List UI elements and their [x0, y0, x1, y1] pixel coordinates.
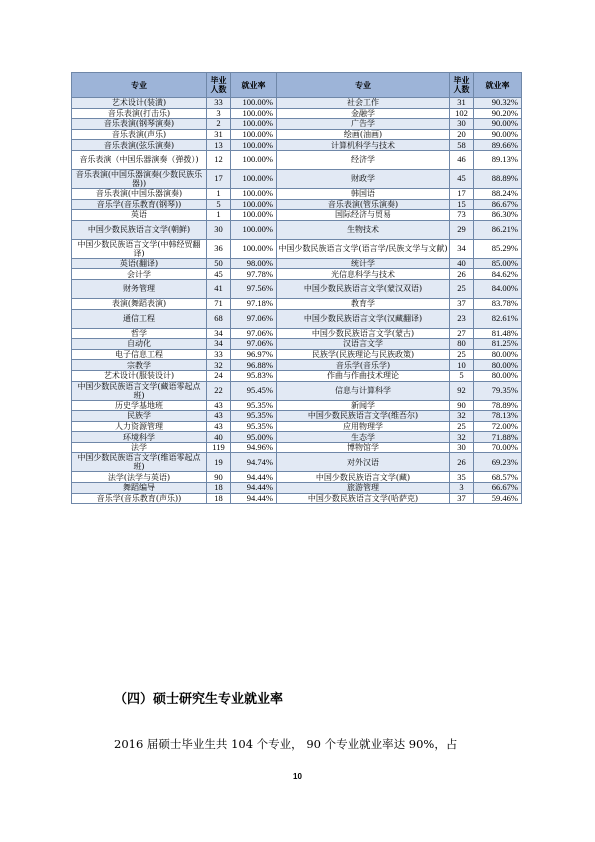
- cell-major-left: 环境科学: [72, 432, 207, 443]
- cell-rate-left: 95.83%: [231, 370, 277, 381]
- cell-rate-left: 95.35%: [231, 411, 277, 422]
- cell-rate-left: 96.88%: [231, 360, 277, 371]
- cell-rate-right: 86.21%: [474, 220, 522, 239]
- cell-graduates-right: 30: [450, 119, 474, 130]
- cell-graduates-right: 10: [450, 360, 474, 371]
- cell-graduates-right: 23: [450, 309, 474, 328]
- cell-rate-left: 100.00%: [231, 150, 277, 169]
- cell-graduates-left: 36: [207, 239, 231, 258]
- cell-graduates-left: 24: [207, 370, 231, 381]
- table-row: [72, 150, 522, 169]
- table-header-row: [72, 73, 522, 98]
- table-row: [72, 370, 522, 381]
- cell-graduates-right: 32: [450, 432, 474, 443]
- cell-rate-left: 100.00%: [231, 108, 277, 119]
- cell-rate-left: 100.00%: [231, 169, 277, 188]
- cell-graduates-right: 26: [450, 453, 474, 472]
- cell-rate-right: 80.00%: [474, 370, 522, 381]
- cell-major-left: 表演(舞蹈表演): [72, 298, 207, 309]
- cell-major-left: 自动化: [72, 339, 207, 350]
- cell-major-right: 中国少数民族语言文学(语言学/民族文学与文献): [277, 239, 450, 258]
- table-row: [72, 98, 522, 109]
- cell-rate-left: 94.96%: [231, 442, 277, 453]
- cell-graduates-left: 30: [207, 220, 231, 239]
- cell-major-left: 英语: [72, 210, 207, 221]
- header-major-left: 专业: [72, 73, 207, 98]
- cell-major-left: 音乐表演(钢琴演奏): [72, 119, 207, 130]
- cell-major-left: 中国少数民族语言文学(中韩经贸翻译): [72, 239, 207, 258]
- cell-major-right: 中国少数民族语言文学(蒙古): [277, 328, 450, 339]
- cell-major-left: 法学(法学与英语): [72, 472, 207, 483]
- cell-rate-right: 85.29%: [474, 239, 522, 258]
- cell-major-right: 社会工作: [277, 98, 450, 109]
- cell-major-right: 中国少数民族语言文学(汉藏翻译): [277, 309, 450, 328]
- cell-major-left: 电子信息工程: [72, 349, 207, 360]
- employment-rate-table: [71, 72, 522, 504]
- cell-graduates-right: 32: [450, 411, 474, 422]
- cell-major-left: 财务管理: [72, 279, 207, 298]
- table-row: [72, 493, 522, 504]
- cell-rate-right: 85.00%: [474, 258, 522, 269]
- cell-graduates-left: 1: [207, 188, 231, 199]
- table-row: [72, 328, 522, 339]
- cell-major-left: 音乐表演（中国乐器演奏（弹拨）): [72, 150, 207, 169]
- cell-major-right: 音乐表演(管乐演奏): [277, 199, 450, 210]
- cell-graduates-left: 41: [207, 279, 231, 298]
- table-row: [72, 269, 522, 280]
- cell-major-left: 宗教学: [72, 360, 207, 371]
- cell-graduates-right: 31: [450, 98, 474, 109]
- cell-major-right: 中国少数民族语言文学(藏): [277, 472, 450, 483]
- cell-graduates-right: 15: [450, 199, 474, 210]
- section-heading: （四）硕士研究生专业就业率: [114, 692, 284, 707]
- cell-graduates-left: 1: [207, 210, 231, 221]
- cell-graduates-right: 26: [450, 269, 474, 280]
- cell-major-right: 民族学(民族理论与民族政策): [277, 349, 450, 360]
- cell-major-right: 作曲与作曲技术理论: [277, 370, 450, 381]
- cell-rate-right: 89.66%: [474, 140, 522, 151]
- cell-rate-right: 90.20%: [474, 108, 522, 119]
- cell-rate-right: 84.00%: [474, 279, 522, 298]
- cell-rate-right: 81.48%: [474, 328, 522, 339]
- cell-graduates-left: 2: [207, 119, 231, 130]
- cell-graduates-right: 80: [450, 339, 474, 350]
- cell-rate-right: 80.00%: [474, 349, 522, 360]
- cell-rate-right: 86.67%: [474, 199, 522, 210]
- cell-major-right: 汉语言文学: [277, 339, 450, 350]
- cell-rate-left: 94.44%: [231, 472, 277, 483]
- cell-rate-left: 94.44%: [231, 483, 277, 494]
- header-rate-left: 就业率: [231, 73, 277, 98]
- cell-graduates-left: 34: [207, 339, 231, 350]
- table-row: [72, 400, 522, 411]
- cell-rate-right: 68.57%: [474, 472, 522, 483]
- table-body: [72, 98, 522, 504]
- cell-major-left: 会计学: [72, 269, 207, 280]
- cell-major-right: 应用物理学: [277, 421, 450, 432]
- cell-graduates-right: 5: [450, 370, 474, 381]
- cell-graduates-right: 17: [450, 188, 474, 199]
- cell-rate-left: 98.00%: [231, 258, 277, 269]
- cell-major-right: 中国少数民族语言文学(蒙汉双语): [277, 279, 450, 298]
- table-row: [72, 453, 522, 472]
- cell-major-right: 信息与计算科学: [277, 381, 450, 400]
- cell-rate-left: 100.00%: [231, 188, 277, 199]
- cell-major-right: 博物馆学: [277, 442, 450, 453]
- table-row: [72, 279, 522, 298]
- table-row: [72, 169, 522, 188]
- table-row: [72, 472, 522, 483]
- cell-graduates-right: 29: [450, 220, 474, 239]
- table-row: [72, 360, 522, 371]
- table-row: [72, 298, 522, 309]
- cell-major-left: 音乐表演(中国乐器演奏): [72, 188, 207, 199]
- cell-rate-right: 82.61%: [474, 309, 522, 328]
- table-row: [72, 349, 522, 360]
- cell-rate-left: 100.00%: [231, 119, 277, 130]
- cell-rate-left: 97.18%: [231, 298, 277, 309]
- cell-graduates-right: 34: [450, 239, 474, 258]
- table-row: [72, 421, 522, 432]
- cell-rate-right: 72.00%: [474, 421, 522, 432]
- cell-major-right: 生物技术: [277, 220, 450, 239]
- cell-major-left: 音乐表演(中国乐器演奏(少数民族乐器)): [72, 169, 207, 188]
- cell-graduates-left: 33: [207, 98, 231, 109]
- cell-graduates-right: 90: [450, 400, 474, 411]
- cell-major-left: 哲学: [72, 328, 207, 339]
- cell-graduates-right: 25: [450, 279, 474, 298]
- cell-graduates-left: 119: [207, 442, 231, 453]
- table-row: [72, 210, 522, 221]
- table-row: [72, 188, 522, 199]
- cell-rate-left: 95.35%: [231, 400, 277, 411]
- cell-graduates-left: 68: [207, 309, 231, 328]
- cell-rate-right: 88.89%: [474, 169, 522, 188]
- cell-graduates-right: 73: [450, 210, 474, 221]
- cell-rate-left: 95.00%: [231, 432, 277, 443]
- cell-rate-left: 94.44%: [231, 493, 277, 504]
- cell-graduates-right: 25: [450, 421, 474, 432]
- cell-graduates-left: 43: [207, 411, 231, 422]
- cell-rate-right: 89.13%: [474, 150, 522, 169]
- cell-rate-right: 79.35%: [474, 381, 522, 400]
- cell-major-left: 艺术设计(装潢): [72, 98, 207, 109]
- cell-rate-left: 94.74%: [231, 453, 277, 472]
- cell-rate-left: 97.06%: [231, 328, 277, 339]
- cell-major-left: 历史学基地班: [72, 400, 207, 411]
- cell-major-right: 新闻学: [277, 400, 450, 411]
- cell-graduates-left: 19: [207, 453, 231, 472]
- cell-rate-left: 100.00%: [231, 98, 277, 109]
- cell-graduates-right: 25: [450, 349, 474, 360]
- table-row: [72, 339, 522, 350]
- cell-major-left: 音乐表演(声乐): [72, 129, 207, 140]
- cell-graduates-left: 34: [207, 328, 231, 339]
- cell-rate-right: 84.62%: [474, 269, 522, 280]
- cell-graduates-right: 35: [450, 472, 474, 483]
- cell-rate-right: 59.46%: [474, 493, 522, 504]
- table-row: [72, 199, 522, 210]
- table-row: [72, 119, 522, 130]
- header-graduates-right: 毕业人数: [450, 73, 474, 98]
- cell-major-left: 中国少数民族语言文学(维语零起点班): [72, 453, 207, 472]
- cell-graduates-left: 18: [207, 483, 231, 494]
- cell-rate-left: 95.35%: [231, 421, 277, 432]
- table-row: [72, 258, 522, 269]
- cell-rate-left: 100.00%: [231, 140, 277, 151]
- cell-major-right: 光信息科学与技术: [277, 269, 450, 280]
- cell-rate-right: 78.13%: [474, 411, 522, 422]
- cell-major-left: 通信工程: [72, 309, 207, 328]
- cell-graduates-right: 102: [450, 108, 474, 119]
- cell-graduates-right: 45: [450, 169, 474, 188]
- cell-major-right: 音乐学(音乐学): [277, 360, 450, 371]
- cell-major-right: 韩国语: [277, 188, 450, 199]
- cell-major-left: 舞蹈编导: [72, 483, 207, 494]
- cell-rate-right: 71.88%: [474, 432, 522, 443]
- cell-graduates-left: 50: [207, 258, 231, 269]
- cell-major-left: 法学: [72, 442, 207, 453]
- cell-major-left: 民族学: [72, 411, 207, 422]
- cell-major-left: 英语(翻译): [72, 258, 207, 269]
- cell-graduates-right: 3: [450, 483, 474, 494]
- cell-graduates-right: 37: [450, 298, 474, 309]
- cell-graduates-right: 46: [450, 150, 474, 169]
- cell-graduates-left: 32: [207, 360, 231, 371]
- cell-major-right: 绘画(油画): [277, 129, 450, 140]
- cell-graduates-left: 3: [207, 108, 231, 119]
- cell-major-left: 人力资源管理: [72, 421, 207, 432]
- cell-major-left: 中国少数民族语言文学(藏语零起点班): [72, 381, 207, 400]
- table-row: [72, 129, 522, 140]
- cell-rate-right: 78.89%: [474, 400, 522, 411]
- cell-graduates-right: 20: [450, 129, 474, 140]
- cell-graduates-right: 40: [450, 258, 474, 269]
- cell-graduates-right: 58: [450, 140, 474, 151]
- cell-graduates-left: 12: [207, 150, 231, 169]
- table-row: [72, 140, 522, 151]
- cell-rate-left: 97.06%: [231, 339, 277, 350]
- cell-graduates-left: 5: [207, 199, 231, 210]
- cell-rate-right: 69.23%: [474, 453, 522, 472]
- cell-graduates-right: 92: [450, 381, 474, 400]
- cell-rate-left: 100.00%: [231, 210, 277, 221]
- table-row: [72, 442, 522, 453]
- table-row: [72, 108, 522, 119]
- cell-graduates-left: 22: [207, 381, 231, 400]
- table-row: [72, 432, 522, 443]
- cell-rate-right: 88.24%: [474, 188, 522, 199]
- cell-major-right: 对外汉语: [277, 453, 450, 472]
- cell-rate-left: 97.06%: [231, 309, 277, 328]
- cell-major-right: 经济学: [277, 150, 450, 169]
- cell-rate-left: 96.97%: [231, 349, 277, 360]
- cell-major-left: 音乐表演(弦乐演奏): [72, 140, 207, 151]
- table-row: [72, 483, 522, 494]
- cell-major-right: 计算机科学与技术: [277, 140, 450, 151]
- cell-major-right: 旅游管理: [277, 483, 450, 494]
- cell-rate-left: 97.78%: [231, 269, 277, 280]
- cell-graduates-left: 31: [207, 129, 231, 140]
- cell-rate-right: 80.00%: [474, 360, 522, 371]
- cell-rate-right: 90.32%: [474, 98, 522, 109]
- cell-graduates-left: 13: [207, 140, 231, 151]
- cell-graduates-left: 40: [207, 432, 231, 443]
- cell-major-left: 艺术设计(服装设计): [72, 370, 207, 381]
- table-row: [72, 239, 522, 258]
- cell-major-right: 教育学: [277, 298, 450, 309]
- cell-major-right: 生态学: [277, 432, 450, 443]
- cell-major-left: 音乐表演(打击乐): [72, 108, 207, 119]
- cell-graduates-left: 90: [207, 472, 231, 483]
- cell-major-right: 中国少数民族语言文学(维吾尔): [277, 411, 450, 422]
- cell-rate-right: 70.00%: [474, 442, 522, 453]
- cell-graduates-left: 17: [207, 169, 231, 188]
- cell-rate-left: 100.00%: [231, 129, 277, 140]
- cell-rate-left: 100.00%: [231, 199, 277, 210]
- cell-rate-right: 66.67%: [474, 483, 522, 494]
- header-graduates-left: 毕业人数: [207, 73, 231, 98]
- cell-graduates-right: 37: [450, 493, 474, 504]
- cell-rate-left: 100.00%: [231, 220, 277, 239]
- cell-rate-left: 100.00%: [231, 239, 277, 258]
- body-paragraph: 2016 届硕士毕业生共 104 个专业， 90 个专业就业率达 90%，占: [114, 737, 458, 751]
- cell-graduates-right: 27: [450, 328, 474, 339]
- cell-rate-right: 90.00%: [474, 129, 522, 140]
- cell-graduates-left: 43: [207, 421, 231, 432]
- page-number: 10: [293, 772, 302, 781]
- cell-major-left: 中国少数民族语言文学(朝鲜): [72, 220, 207, 239]
- cell-graduates-left: 43: [207, 400, 231, 411]
- table-row: [72, 309, 522, 328]
- table-row: [72, 411, 522, 422]
- cell-rate-right: 90.00%: [474, 119, 522, 130]
- cell-major-right: 国际经济与贸易: [277, 210, 450, 221]
- header-major-right: 专业: [277, 73, 450, 98]
- cell-graduates-left: 33: [207, 349, 231, 360]
- cell-major-right: 财政学: [277, 169, 450, 188]
- cell-graduates-left: 45: [207, 269, 231, 280]
- cell-rate-right: 83.78%: [474, 298, 522, 309]
- cell-rate-right: 86.30%: [474, 210, 522, 221]
- cell-major-right: 统计学: [277, 258, 450, 269]
- cell-major-right: 金融学: [277, 108, 450, 119]
- cell-rate-left: 95.45%: [231, 381, 277, 400]
- table-row: [72, 220, 522, 239]
- cell-major-right: 中国少数民族语言文学(哈萨克): [277, 493, 450, 504]
- header-rate-right: 就业率: [474, 73, 522, 98]
- cell-major-left: 音乐学(音乐教育(钢琴)): [72, 199, 207, 210]
- cell-major-right: 广告学: [277, 119, 450, 130]
- cell-graduates-left: 71: [207, 298, 231, 309]
- cell-major-left: 音乐学(音乐教育(声乐)): [72, 493, 207, 504]
- cell-rate-left: 97.56%: [231, 279, 277, 298]
- cell-rate-right: 81.25%: [474, 339, 522, 350]
- cell-graduates-right: 30: [450, 442, 474, 453]
- cell-graduates-left: 18: [207, 493, 231, 504]
- table-row: [72, 381, 522, 400]
